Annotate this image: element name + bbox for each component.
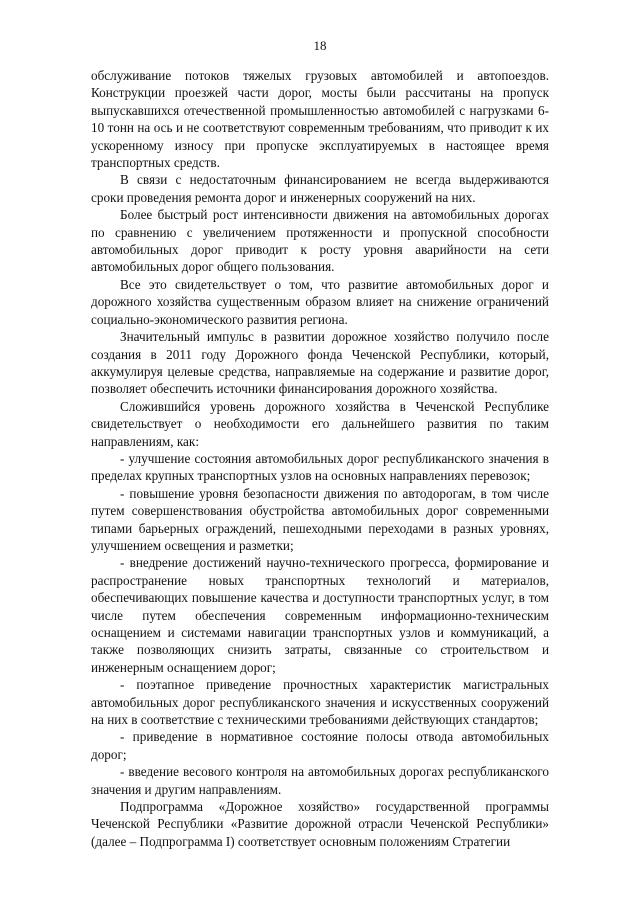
list-item: - поэтапное приведение прочностных характеристик магистральных автомобильных дорог республиканского значения и искусственных сооружений на них в соответствие с техническими требованиями действующих стандартов; [91, 677, 549, 728]
list-item: - внедрение достижений научно-технического прогресса, формирование и распространение новых транспортных технологий и материалов, обеспечивающих повышение качества и доступности транспортных услуг, в том числе путем обеспечения современным информационно-техническим оснащением и системами навигации транспортных узлов и коммуникаций, а также позволяющих снизить затраты, связанные со строительством и инженерным оснащением дорог; [91, 555, 549, 675]
paragraph: Подпрограмма «Дорожное хозяйство» государственной программы Чеченской Республики «Развитие дорожной отрасли Чеченской Республики» (далее – Подпрограмма I) соответствует основным положениям Стратегии [91, 799, 549, 849]
paragraph: Более быстрый рост интенсивности движения на автомобильных дорогах по сравнению с увеличением протяженности и пропускной способности автомобильных дорог приводит к росту уровня аварийности на сети автомобильных дорог общего пользования. [91, 207, 549, 275]
list-item: - введение весового контроля на автомобильных дорогах республиканского значения и другим направлениям. [91, 764, 549, 797]
document-body [91, 67, 549, 850]
list-item: - улучшение состояния автомобильных дорог республиканского значения в пределах крупных транспортных узлов на основных направлениях перевозок; [91, 450, 549, 484]
paragraph: Значительный импульс в развитии дорожное хозяйство получило после создания в 2011 году Дорожного фонда Чеченской Республики, который, аккумулируя целевые средства, направляемые на содержание и развитие дорог, позволяет обеспечить источники финансирования дорожного хозяйства. [91, 329, 549, 397]
paragraph: обслуживание потоков тяжелых грузовых автомобилей и автопоездов. Конструкции проезжей части дорог, мосты были рассчитаны на пропуск выпускавшихся отечественной промышленностью автомобилей с нагрузками 6-10 тонн на ось и не соответствуют современным требованиям, что приводит к их ускоренному износу при пропуске эксплуатируемых в настоящее время транспортных средств. [91, 68, 549, 171]
paragraph: Сложившийся уровень дорожного хозяйства в Чеченской Республике свидетельствует о необходимости его дальнейшего развития по таким направлениям, как: [91, 398, 549, 449]
page-number: 18 [313, 38, 327, 53]
list-item: - повышение уровня безопасности движения по автодорогам, в том числе путем совершенствования обустройства автомобильных дорог современными типами барьерных ограждений, пешеходными переходами в разных уровнях, улучшением освещения и разметки; [91, 485, 549, 553]
paragraph: В связи с недостаточным финансированием не всегда выдерживаются сроки проведения ремонта дорог и инженерных сооружений на них. [91, 172, 549, 205]
list-item: - приведение в нормативное состояние полосы отвода автомобильных дорог; [91, 729, 549, 762]
paragraph: Все это свидетельствует о том, что развитие автомобильных дорог и дорожного хозяйства существенным образом влияет на снижение ограничений социально-экономического развития региона. [91, 276, 549, 327]
